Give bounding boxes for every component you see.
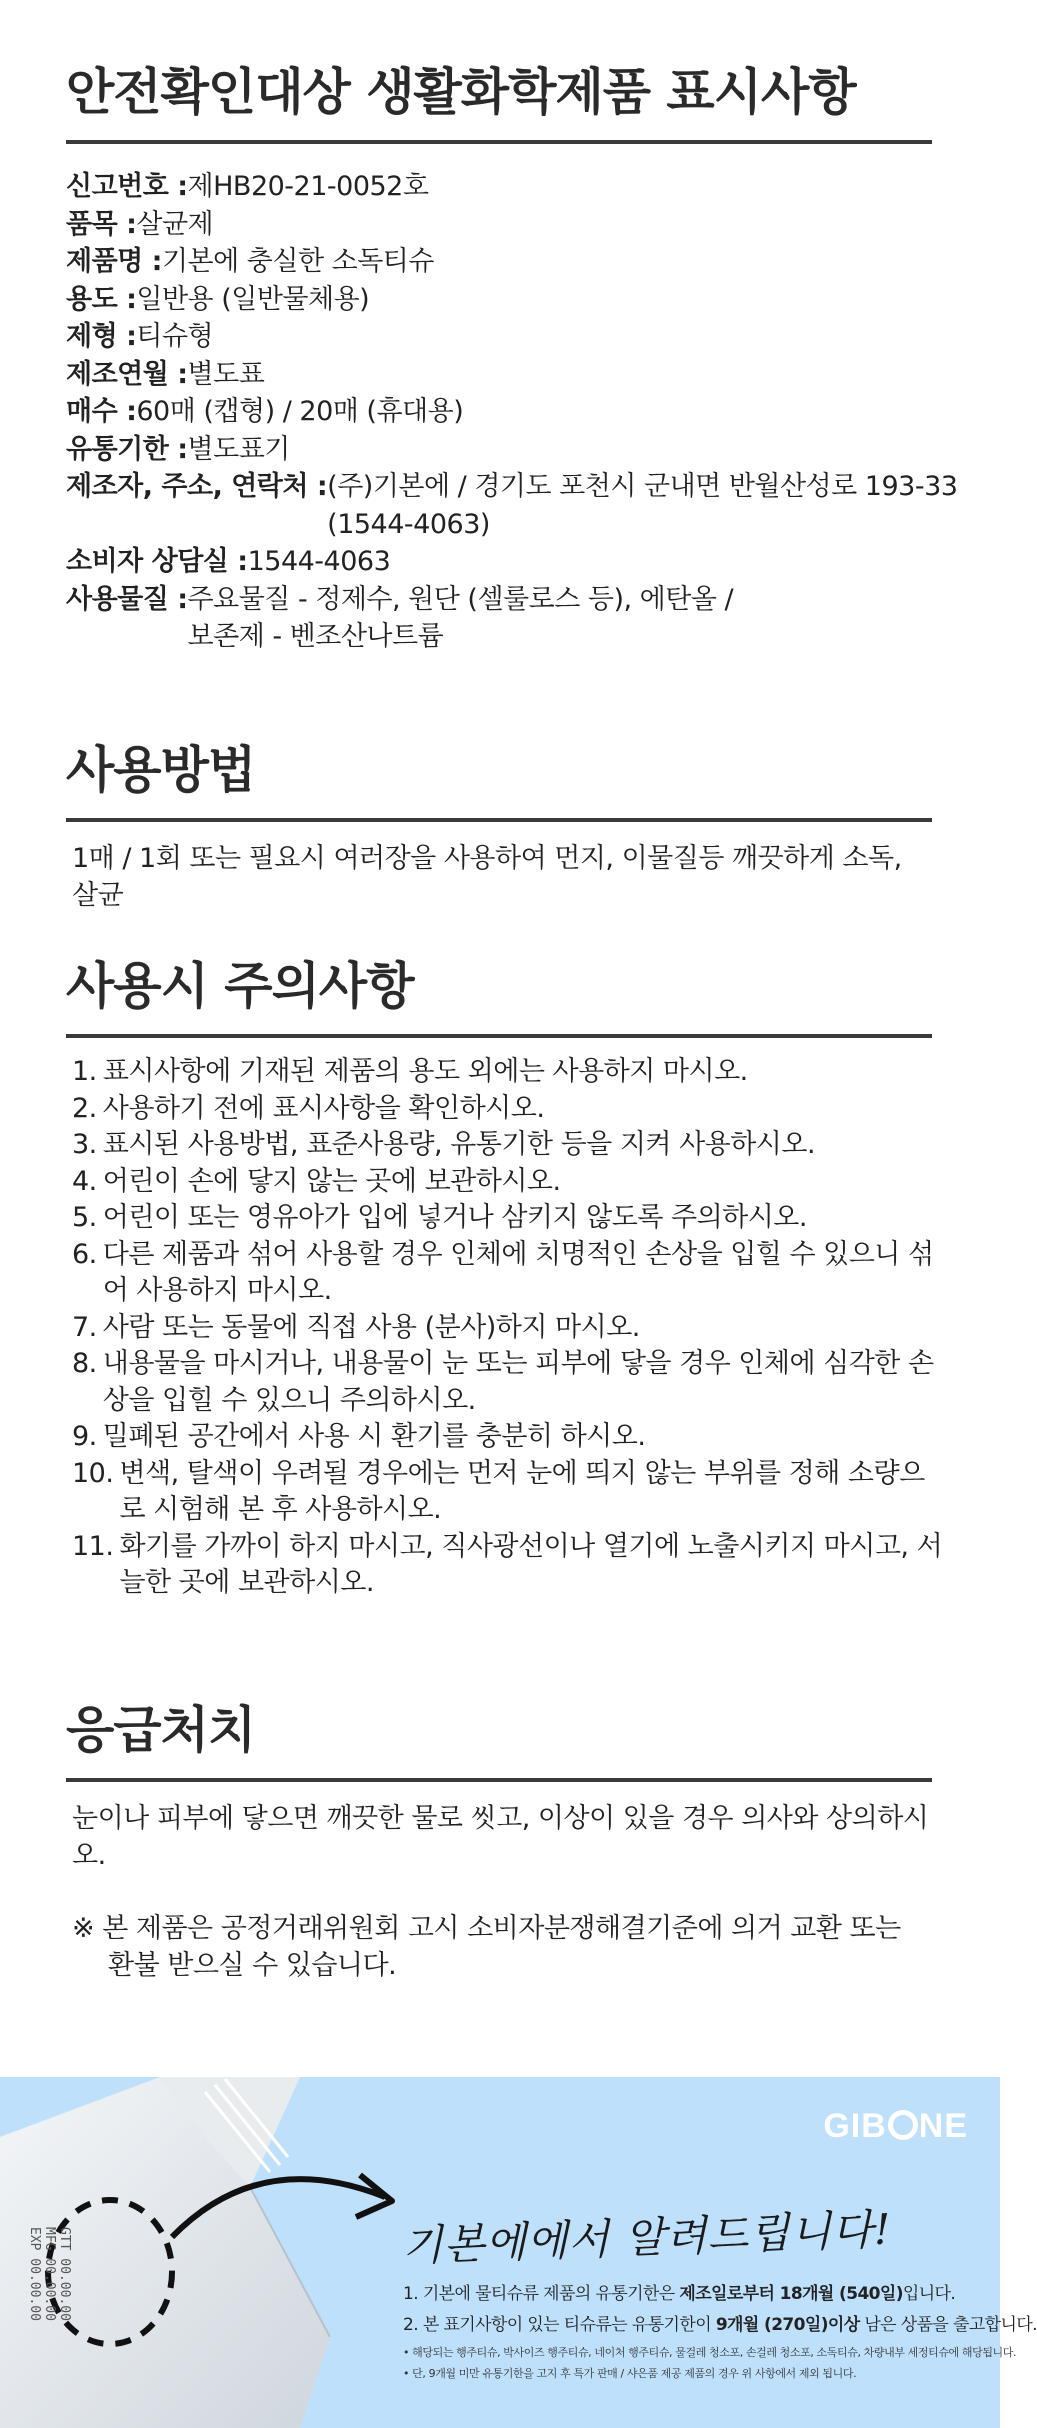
first-aid-divider [66, 1778, 932, 1782]
info-row-expiry [66, 431, 966, 469]
item-text: 어린이 손에 닿지 않는 곳에 보관하시오. [102, 1165, 561, 1197]
info-row-report-number [66, 168, 966, 206]
info-row-manufacture-date [66, 356, 966, 394]
item-number: 10. [72, 1457, 114, 1489]
list-item [72, 1346, 946, 1419]
brand-logo-suffix: NE [918, 2107, 968, 2145]
info-row-count [66, 393, 966, 431]
item-text: 화기를 가까이 하지 마시고, 직사광선이나 열기에 노출시키지 마시고, 서늘한 곳에 보관하시오. [119, 1530, 943, 1598]
info-value: 제HB20-21-0052호 [187, 171, 429, 202]
notice-banner [0, 2077, 1037, 2428]
info-key: 제조연월 : [66, 358, 188, 390]
precautions-section [66, 956, 946, 1602]
item-number: 8. [72, 1348, 97, 1379]
info-value: 주요물질 - 정제수, 원단 (셀룰로스 등), 에탄올 / 보존제 - 벤조산나트륨 [187, 583, 734, 652]
precautions-title: 사용시 주의사항 [66, 957, 414, 1015]
list-item [72, 1419, 946, 1456]
item-number: 5. [72, 1202, 97, 1233]
item-number: 9. [72, 1421, 97, 1452]
info-key: 제조자, 주소, 연락처 : [66, 471, 328, 502]
first-aid-text: 눈이나 피부에 닿으면 깨끗한 물로 씻고, 이상이 있을 경우 의사와 상의하시오. [72, 1803, 929, 1871]
item-text: 밀폐된 공간에서 사용 시 환기를 충분히 하시오. [102, 1421, 646, 1452]
info-key: 소비자 상담실 : [66, 546, 248, 577]
usage-title: 사용방법 [66, 741, 256, 799]
item-number: 4. [72, 1165, 97, 1197]
list-item [72, 1164, 946, 1201]
refund-notice: ※ 본 제품은 공정거래위원회 고시 소비자분쟁해결기준에 의거 교환 또는 환불 받으실 수 있습니다. [72, 1913, 901, 1981]
banner-note-2: • 단, 9개월 미만 유통기한을 고지 후 특가 판매 / 샤은품 제공 제품의 경우 위 사항에서 제외 됩니다. [403, 2367, 857, 2380]
info-value: (주)기본에 / 경기도 포천시 군내면 반월산성로 193-33 (1544-4063) [327, 471, 958, 540]
info-value: 별도표 [187, 358, 265, 390]
info-row-product-name [66, 243, 966, 281]
info-key: 제품명 : [66, 246, 162, 277]
item-text: 사용하기 전에 표시사항을 확인하시오. [102, 1092, 545, 1124]
info-value: 60매 (캡형) / 20매 (휴대용) [136, 396, 464, 427]
brand-logo-prefix: GIB [823, 2107, 887, 2145]
banner-line-2-bold: 9개월 (270일)이상 [715, 2315, 860, 2335]
info-key: 품목 : [66, 208, 137, 240]
list-item [72, 1310, 946, 1347]
item-number: 3. [72, 1129, 97, 1160]
banner-line-2 [403, 2310, 1037, 2335]
labeling-divider [66, 140, 932, 144]
labeling-title: 안전확인대상 생활화학제품 표시사항 [66, 63, 856, 121]
usage-text: 1매 / 1회 또는 필요시 여러장을 사용하여 먼지, 이물질등 깨끗하게 소독, 살균 [72, 843, 902, 911]
list-item [72, 1237, 946, 1310]
first-aid-section [66, 1700, 932, 1984]
brand-logo [823, 2107, 968, 2146]
banner-line-1-bold: 제조일로부터 18개월 (540일) [679, 2284, 903, 2304]
item-text: 표시사항에 기재된 제품의 용도 외에는 사용하지 마시오. [102, 1056, 748, 1087]
info-key: 제형 : [66, 321, 137, 352]
item-text: 변색, 탈색이 우려될 경우에는 먼저 눈에 띄지 않는 부위를 정해 소량으로 시험해 본 후 사용하시오. [119, 1457, 925, 1525]
info-key: 사용물질 : [66, 583, 188, 615]
info-value: 티슈형 [136, 321, 214, 352]
info-key: 신고번호 : [66, 171, 188, 202]
info-row-consumer-center [66, 543, 966, 581]
info-value: 1544-4063 [247, 546, 391, 577]
banner-line-2-end: 남은 상품을 출고합니다. [859, 2315, 1037, 2335]
list-item [72, 1127, 946, 1164]
banner-note-1: • 해당되는 행주티슈, 박사이즈 행주티슈, 네이처 행주티슈, 물걸레 청소포, 손걸레 청소포, 소독티슈, 차량내부 세정티슈에 해당됩니다. [403, 2346, 1017, 2359]
item-number: 1. [72, 1056, 97, 1087]
item-text: 사람 또는 동물에 직접 사용 (분사)하지 마시오. [102, 1311, 640, 1343]
item-number: 7. [72, 1311, 97, 1343]
usage-divider [66, 818, 932, 822]
info-row-purpose [66, 281, 966, 319]
info-value: 살균제 [136, 208, 214, 240]
list-item [72, 1054, 946, 1091]
info-value: 일반용 (일반물체용) [136, 283, 370, 315]
info-row-substances [66, 581, 966, 656]
labeling-info [66, 168, 966, 656]
usage-section [66, 740, 932, 914]
banner-line-1-end: 입니다. [902, 2284, 956, 2304]
mfg-code: MFG 00.00.00 [42, 2227, 57, 2321]
exp-code: EXP 00.00.00 [27, 2227, 42, 2321]
item-number: 6. [72, 1238, 97, 1270]
precautions-divider [66, 1034, 932, 1038]
banner-line-1 [403, 2279, 955, 2304]
item-number: 2. [72, 1092, 97, 1124]
list-item [72, 1456, 946, 1529]
first-aid-title: 응급처치 [66, 1701, 256, 1759]
banner-line-1-text: 1. 기본에 물티슈류 제품의 유통기한은 [403, 2284, 680, 2304]
info-value: 기본에 충실한 소독티슈 [161, 246, 434, 277]
info-key: 용도 : [66, 283, 137, 315]
item-text: 다른 제품과 섞어 사용할 경우 인체에 치명적인 손상을 입힐 수 있으니 섞어 사용하지 마시오. [102, 1238, 934, 1306]
info-row-form [66, 318, 966, 356]
date-code-stamp [27, 2227, 72, 2321]
brand-o-icon [888, 2110, 918, 2140]
list-item [72, 1200, 946, 1237]
info-key: 매수 : [66, 396, 137, 427]
list-item [72, 1091, 946, 1128]
info-row-item [66, 206, 966, 244]
precautions-list [66, 1054, 946, 1602]
info-key: 유통기한 : [66, 433, 188, 465]
info-value: 별도표기 [187, 433, 290, 465]
item-text: 표시된 사용방법, 표준사용량, 유통기한 등을 지켜 사용하시오. [102, 1129, 816, 1160]
list-item [72, 1529, 946, 1602]
info-row-manufacturer [66, 468, 966, 543]
item-text: 어린이 또는 영유아가 입에 넣거나 삼키지 않도록 주의하시오. [102, 1202, 807, 1233]
item-number: 11. [72, 1530, 114, 1562]
item-text: 내용물을 마시거나, 내용물이 눈 또는 피부에 닿을 경우 인체에 심각한 손상을 입힐 수 있으니 주의하시오. [102, 1348, 934, 1416]
banner-line-2-text: 2. 본 표기사항이 있는 티슈류는 유통기한이 [403, 2315, 716, 2335]
labeling-section [66, 62, 932, 144]
gtt-code: GTT 00.00.00 [57, 2227, 72, 2321]
banner-title: 기본에에서 알려드립니다! [401, 2204, 893, 2271]
